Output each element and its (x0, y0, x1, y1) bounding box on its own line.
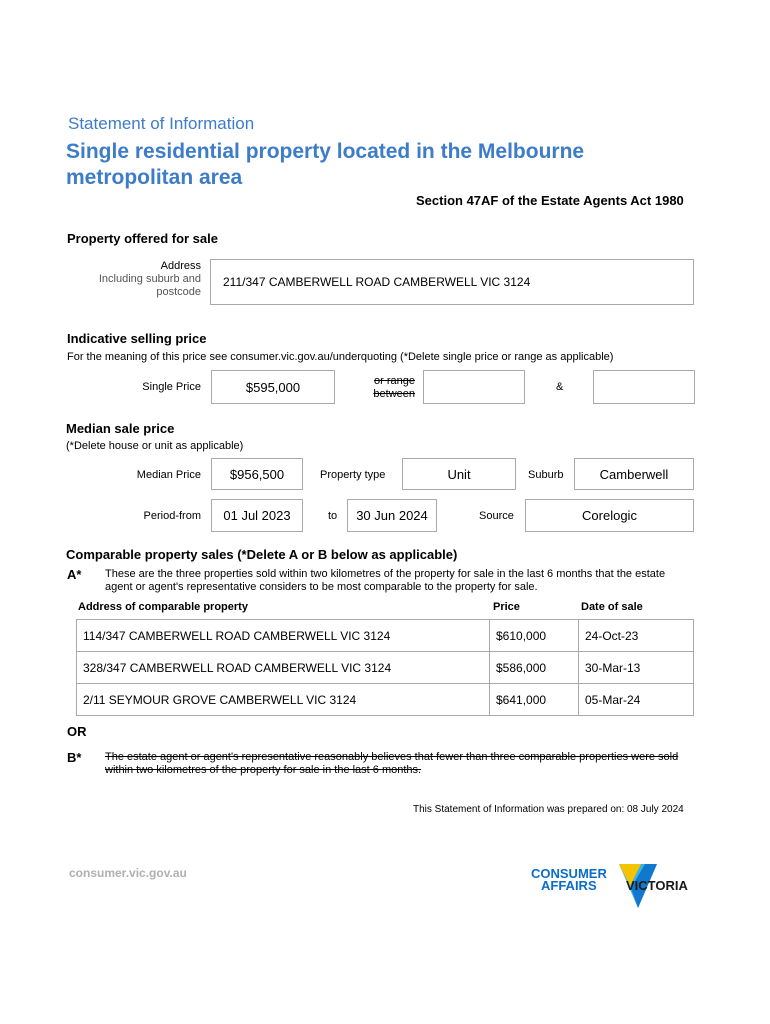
and-label: & (556, 381, 564, 393)
address-hint-postcode: postcode (156, 286, 201, 298)
document-subtitle: Single residential property located in the Melbourne metropolitan area (66, 140, 585, 189)
period-from-value: 01 Jul 2023 (223, 508, 291, 523)
logo-victoria: VICTORIA (626, 878, 688, 893)
property-type-field[interactable] (402, 458, 516, 490)
period-from-field[interactable] (211, 499, 303, 532)
property-type-value: Unit (447, 466, 471, 482)
website-link[interactable]: consumer.vic.gov.au (69, 866, 187, 880)
range-low-field[interactable] (423, 370, 525, 404)
property-section-title: Property offered for sale (67, 231, 218, 246)
single-price-label: Single Price (142, 381, 201, 393)
median-price-value: $956,500 (229, 466, 285, 482)
single-price-value: $595,000 (245, 379, 301, 395)
logo-consumer: CONSUMER (531, 866, 607, 881)
comp-date-cell[interactable]: 24-Oct-23 (579, 620, 694, 652)
comp-address-cell[interactable]: 2/11 SEYMOUR GROVE CAMBERWELL VIC 3124 (77, 684, 490, 716)
comp-price-cell[interactable]: $586,000 (490, 652, 579, 684)
table-row (77, 652, 694, 684)
address-label: Address (160, 260, 201, 272)
document-title: Statement of Information (68, 114, 255, 133)
source-field[interactable] (525, 499, 694, 532)
col-header-price: Price (493, 601, 520, 613)
comparable-sales-table (76, 619, 694, 716)
range-label-line1: or range (374, 375, 415, 387)
address-value: 211/347 CAMBERWELL ROAD CAMBERWELL VIC 3124 (223, 275, 531, 289)
comp-address-cell[interactable]: 328/347 CAMBERWELL ROAD CAMBERWELL VIC 3124 (77, 652, 490, 684)
indicative-section-title: Indicative selling price (67, 331, 207, 346)
median-note: (*Delete house or unit as applicable) (66, 440, 244, 452)
option-b-marker: B* (67, 750, 82, 765)
period-to-field[interactable] (347, 499, 437, 532)
single-price-field[interactable] (211, 370, 335, 404)
comp-address-cell[interactable]: 114/347 CAMBERWELL ROAD CAMBERWELL VIC 3124 (77, 620, 490, 652)
logo-affairs: AFFAIRS (541, 878, 597, 893)
period-from-label: Period-from (143, 510, 201, 522)
median-price-label: Median Price (136, 469, 201, 481)
to-label: to (328, 510, 338, 522)
table-row (77, 684, 694, 716)
indicative-note: For the meaning of this price see consumer.vic.gov.au/underquoting (*Delete single price or range as applicable) (67, 351, 614, 363)
option-a-text: These are the three properties sold within two kilometres of the property for sale in the last 6 months that the estate agent or agent's representative considers to be most comparable to the property for sale. (105, 568, 666, 593)
source-value: Corelogic (582, 508, 637, 523)
range-label (350, 375, 415, 401)
or-label: OR (67, 724, 87, 739)
address-label-group (80, 260, 201, 299)
suburb-label: Suburb (528, 469, 564, 481)
col-header-date: Date of sale (581, 601, 643, 613)
comp-date-cell[interactable]: 05-Mar-24 (579, 684, 694, 716)
range-high-field[interactable] (593, 370, 695, 404)
prepared-date: This Statement of Information was prepared on: 08 July 2024 (413, 804, 684, 815)
col-header-address: Address of comparable property (78, 601, 248, 613)
property-type-label: Property type (320, 469, 386, 481)
table-row (77, 620, 694, 652)
option-a-marker: A* (67, 567, 82, 582)
consumer-affairs-victoria-logo (531, 862, 701, 912)
source-label: Source (479, 510, 514, 522)
comp-date-cell[interactable]: 30-Mar-13 (579, 652, 694, 684)
median-price-field[interactable] (211, 458, 303, 490)
act-reference: Section 47AF of the Estate Agents Act 1980 (416, 193, 684, 208)
comp-price-cell[interactable]: $641,000 (490, 684, 579, 716)
comparable-section-title: Comparable property sales (*Delete A or B below as applicable) (66, 547, 458, 562)
suburb-field[interactable] (574, 458, 694, 490)
period-to-value: 30 Jun 2024 (356, 508, 428, 523)
comp-price-cell[interactable]: $610,000 (490, 620, 579, 652)
range-label-line2: between (373, 388, 415, 400)
median-section-title: Median sale price (66, 421, 175, 436)
suburb-value: Camberwell (599, 466, 669, 482)
address-hint: Including suburb and (98, 273, 201, 285)
option-b-text: The estate agent or agent's representative reasonably believes that fewer than three comparable properties were sold within two kilometres of the property for sale in the last 6 months. (105, 751, 679, 776)
address-field[interactable] (210, 259, 694, 305)
